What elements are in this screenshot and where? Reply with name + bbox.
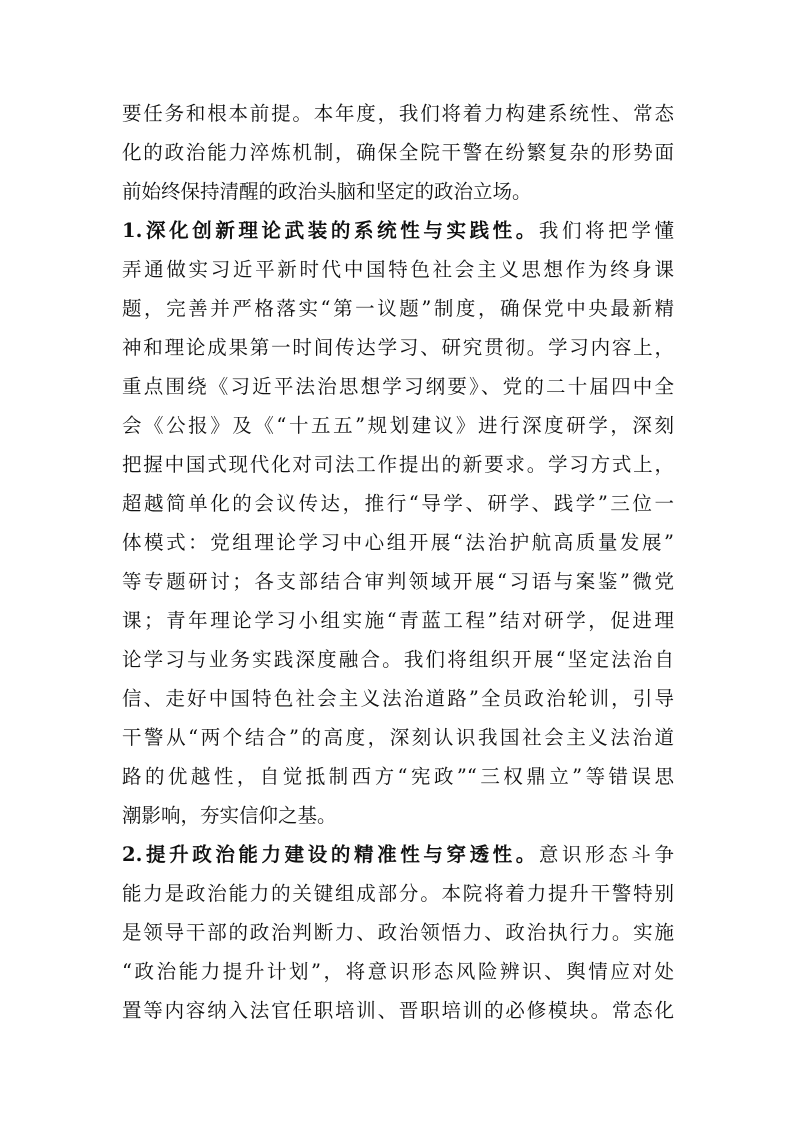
document-body: [122, 94, 674, 1030]
text-line: 论学习与业务实践深度融合。我们将组织开展“坚定法治自: [122, 648, 674, 671]
section-2-heading: 2.提升政治能力建设的精准性与穿透性。: [122, 843, 539, 866]
text-line: 前始终保持清醒的政治头脑和坚定的政治立场。: [122, 180, 532, 203]
text-run: 意识形态斗争: [538, 843, 674, 866]
text-line: 神和理论成果第一时间传达学习、研究贯彻。学习内容上，: [122, 336, 674, 359]
section-1-heading: 1.深化创新理论武装的系统性与实践性。: [122, 219, 539, 242]
text-line: 等专题研讨；各支部结合审判领域开展“习语与案鉴”微党: [122, 570, 674, 593]
text-line: 体模式：党组理论学习中心组开展“法治护航高质量发展”: [122, 531, 674, 554]
text-run: 我们将把学懂: [538, 219, 674, 242]
text-line: 超越简单化的会议传达，推行“导学、研学、践学”三位一: [122, 492, 674, 515]
text-line: 把握中国式现代化对司法工作提出的新要求。学习方式上，: [122, 453, 674, 476]
text-line: 干警从“两个结合”的高度，深刻认识我国社会主义法治道: [122, 726, 674, 749]
text-line: 路的优越性，自觉抵制西方“宪政”“三权鼎立”等错误思: [122, 765, 674, 788]
text-line: 化的政治能力淬炼机制，确保全院干警在纷繁复杂的形势面: [122, 141, 674, 164]
text-line: 重点围绕《习近平法治思想学习纲要》、党的二十届四中全: [122, 375, 674, 398]
section-2-heading-line: [122, 835, 674, 874]
text-line: 课；青年理论学习小组实施“青蓝工程”结对研学，促进理: [122, 609, 674, 632]
section-1-heading-line: [122, 211, 674, 250]
text-line: 会《公报》及《“十五五”规划建议》进行深度研学，深刻: [122, 414, 674, 437]
text-line: 置等内容纳入法官任职培训、晋职培训的必修模块。常态化: [122, 999, 674, 1022]
text-line: 题，完善并严格落实“第一议题”制度，确保党中央最新精: [122, 297, 674, 320]
text-line: 要任务和根本前提。本年度，我们将着力构建系统性、常态: [122, 102, 674, 125]
text-line: 信、走好中国特色社会主义法治道路”全员政治轮训，引导: [122, 687, 674, 710]
text-line: 能力是政治能力的关键组成部分。本院将着力提升干警特别: [122, 882, 674, 905]
text-line: “政治能力提升计划”，将意识形态风险辨识、舆情应对处: [122, 960, 674, 983]
text-line: 是领导干部的政治判断力、政治领悟力、政治执行力。实施: [122, 921, 674, 944]
text-line: 弄通做实习近平新时代中国特色社会主义思想作为终身课: [122, 258, 674, 281]
text-line: 潮影响，夯实信仰之基。: [122, 804, 337, 827]
